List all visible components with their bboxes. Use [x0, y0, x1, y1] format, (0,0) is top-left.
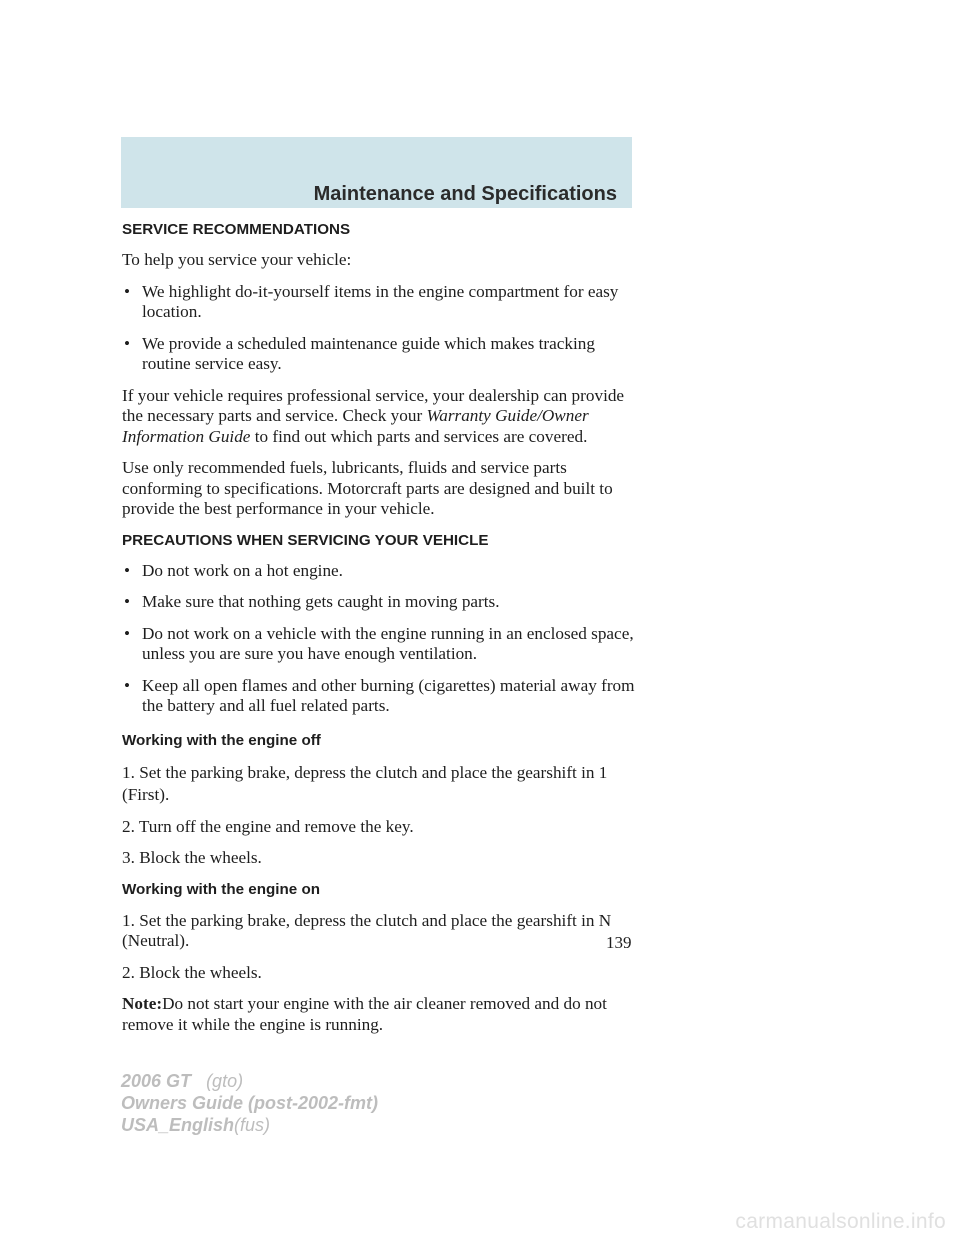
step-item: 2. Turn off the engine and remove the key. [122, 816, 414, 836]
heading-service-recommendations: SERVICE RECOMMENDATIONS [122, 221, 351, 238]
list-item-text: Make sure that nothing gets caught in moving parts. [142, 592, 500, 611]
document-footer [121, 1070, 378, 1136]
footer-language-code: (fus) [234, 1115, 271, 1135]
note-text: Do not start your engine with the air cleaner removed and do not remove it while the engine is running. [122, 994, 607, 1034]
footer-line: Owners Guide (post-2002-fmt) [121, 1093, 379, 1113]
heading-precautions: PRECAUTIONS WHEN SERVICING YOUR VEHICLE [122, 531, 489, 549]
bullet-icon: • [124, 592, 131, 611]
list-item-text: We highlight do-it-yourself items in the engine compartment for easy location. [142, 281, 619, 321]
section-header-band [121, 137, 632, 208]
list-item-text: We provide a scheduled maintenance guide which makes tracking routine service easy. [142, 333, 595, 373]
motorcraft-paragraph: Use only recommended fuels, lubricants, fluids and service parts conforming to specifications. Motorcraft parts are designed and built to provide the best performance in your vehicle. [122, 458, 613, 518]
bullet-icon: • [124, 560, 131, 580]
paragraph-text: If your vehicle requires professional service, your dealership can provide the necessary parts and service. Check your [122, 385, 625, 425]
service-intro: To help you service your vehicle: [122, 250, 352, 269]
paragraph-text: to find out which parts and services are covered. [250, 426, 588, 446]
step-item: 1. Set the parking brake, depress the clutch and place the gearshift in N (Neutral). [122, 910, 612, 950]
footer-language: USA_English [121, 1115, 235, 1135]
list-item [122, 676, 642, 717]
page-content [122, 220, 642, 1046]
step-item: 3. Block the wheels. [122, 848, 262, 867]
step-item: 1. Set the parking brake, depress the clutch and place the gearshift in 1 (First). [122, 762, 608, 804]
list-item [122, 624, 642, 665]
list-item [122, 282, 642, 323]
bullet-icon: • [124, 333, 131, 353]
bullet-icon: • [124, 675, 131, 695]
list-item [122, 334, 642, 375]
footer-model: 2006 GT [121, 1071, 192, 1091]
bullet-icon: • [124, 281, 131, 301]
watermark: carmanualsonline.info [735, 1210, 946, 1233]
list-item-text: Do not work on a hot engine. [142, 560, 343, 580]
list-item [122, 592, 642, 613]
footer-model-code: (gto) [206, 1071, 244, 1091]
note-label: Note: [122, 994, 163, 1013]
footer-line [121, 1114, 378, 1136]
section-title: Maintenance and Specifications [313, 183, 617, 205]
page-number: 139 [606, 933, 632, 952]
bullet-icon: • [124, 623, 131, 643]
list-item-text: Keep all open flames and other burning (cigarettes) material away from the battery and all fuel related parts. [142, 675, 635, 715]
list-item [122, 561, 642, 582]
step-item: 2. Block the wheels. [122, 962, 262, 982]
heading-engine-off: Working with the engine off [122, 731, 321, 749]
footer-line [121, 1070, 378, 1092]
professional-service-paragraph [122, 386, 642, 448]
guide-reference: Warranty Guide/Owner Information Guide [122, 406, 589, 446]
list-item-text: Do not work on a vehicle with the engine running in an enclosed space, unless you are sure you have enough ventilation. [142, 623, 634, 663]
note-paragraph [122, 994, 642, 1035]
heading-engine-on: Working with the engine on [122, 880, 320, 898]
